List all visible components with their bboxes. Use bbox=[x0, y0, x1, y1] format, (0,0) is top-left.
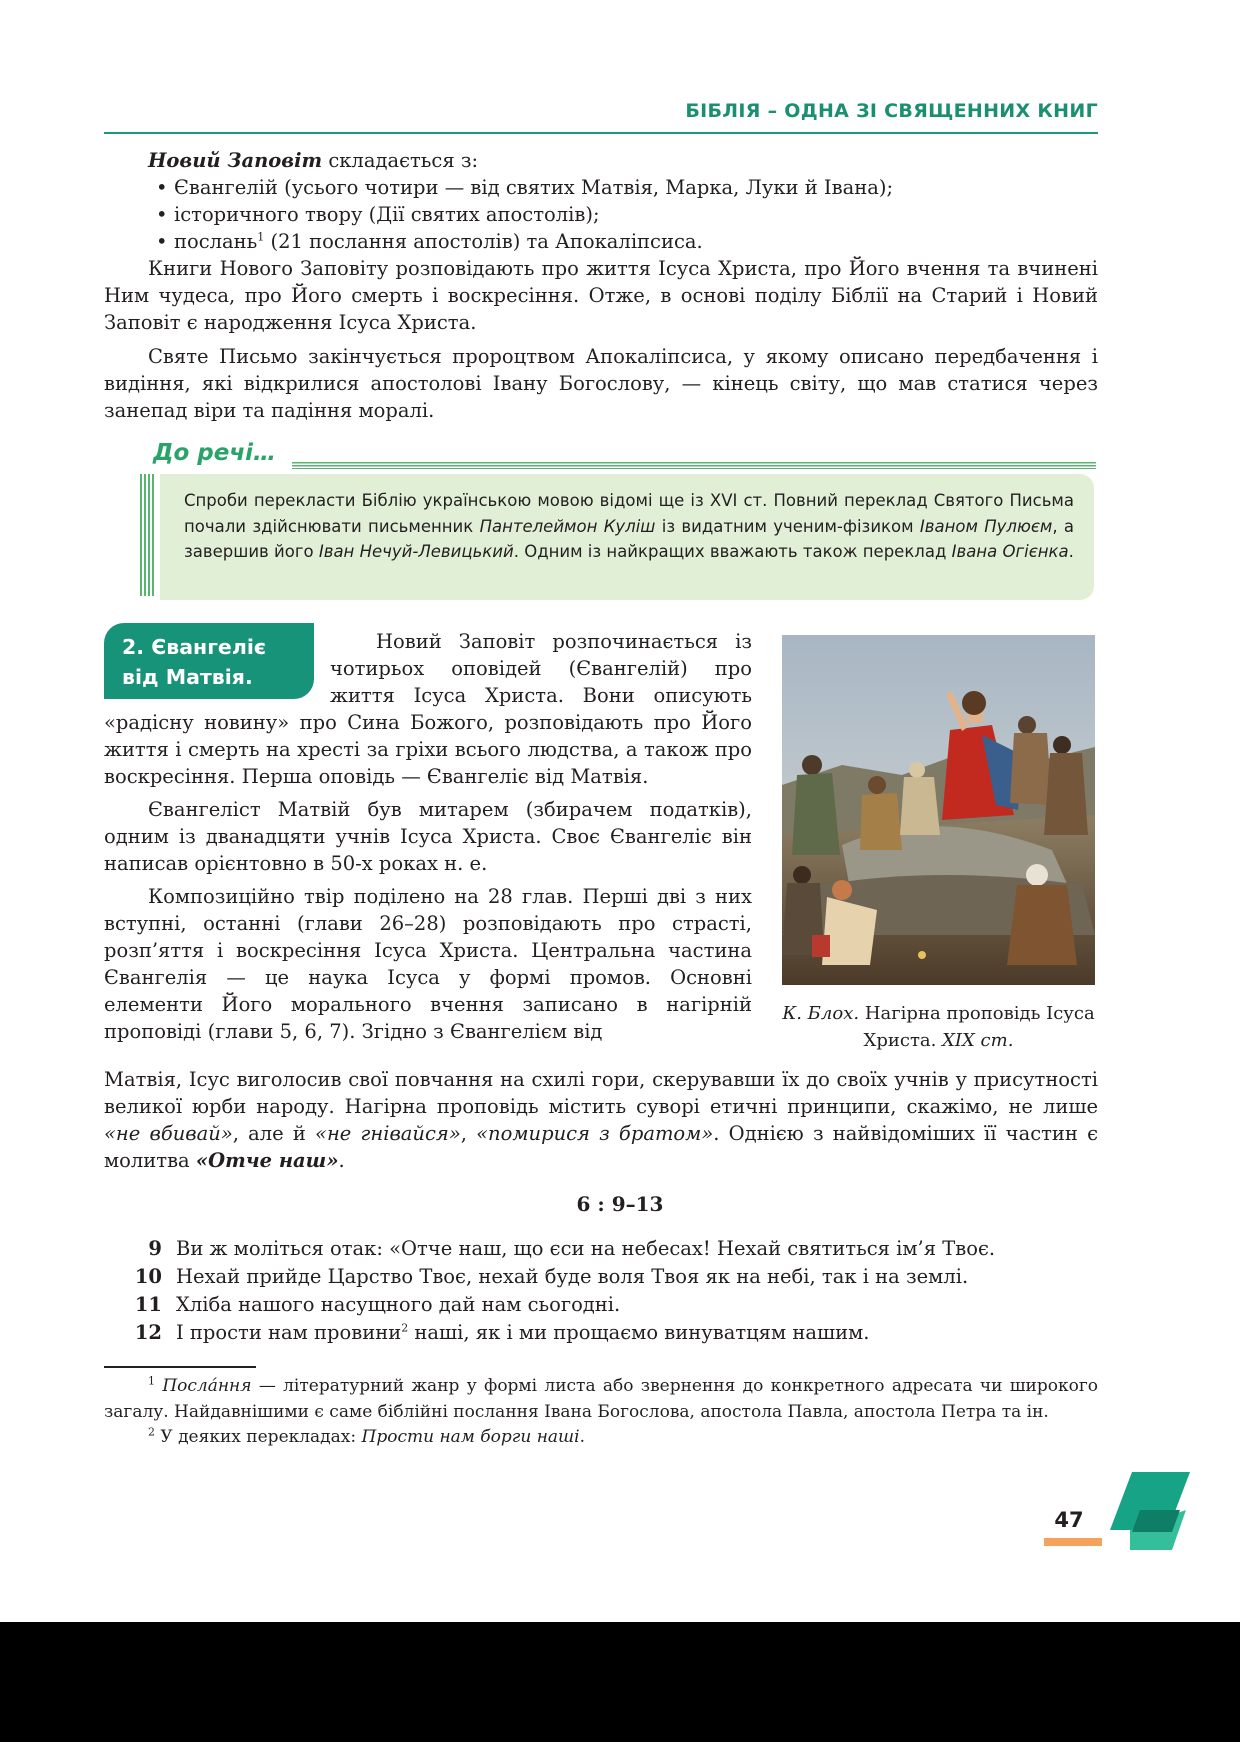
note-text: Спроби перекласти Біблію українською мовою відомі ще із XVI ст. Повний переклад Святого Письма почали здійснювати письменник Пантелеймон Куліш із видатним ученим-фізиком Іваном Пулюєм, а завершив його Іван Нечуй-Левицький. Одним із найкращих вважають також переклад Івана Огієнка. bbox=[184, 491, 1075, 561]
section-body-full: Матвія, Ісус виголосив свої повчання на схилі гори, скерувавши їх до своїх учнів у присутності великої юрби народу. Нагірна проповідь містить суворі етичні принципи, скажімо, не лише «не вбивай», але й «не гнівайся», «помирися з братом». Однією з найвідоміших її частин є молитва «Отче наш». bbox=[104, 1068, 1098, 1172]
verse-row: 12 І прости нам провини$^2$ наші, як і ми прощаємо винуватцям нашим. bbox=[134, 1321, 870, 1344]
verse-row: 10 Нехай прийде Царство Твоє, нехай буде воля Твоя як на небі, так і на землі. bbox=[134, 1265, 969, 1288]
paragraph: Євангеліст Матвій був митарем (збирачем податків), одним із дванадцяти учнів Ісуса Христа. Своє Євангеліє він написав орієнтовно в 50-х роках н. е. bbox=[104, 798, 752, 875]
footnote: $^1$ Посла́ння — літературний жанр у формі листа або звернення до конкретного адресата чи широкого загалу. Найдавнішими є саме біблійні послання Івана Богослова, апостола Павла, апостола Петра та ін. bbox=[104, 1374, 1098, 1422]
caption-century: XIX ст. bbox=[936, 1030, 1014, 1051]
verse-row: 9 Ви ж моліться отак: «Отче наш, що єси на небесах! Нехай святиться ім’я Твоє. bbox=[148, 1237, 996, 1260]
list-item: • послань$^1$ (21 послання апостолів) та Апокаліпсиса. bbox=[156, 230, 703, 253]
note-name: Іван Нечуй-Левицький bbox=[318, 542, 514, 561]
sermon-on-the-mount-painting bbox=[782, 635, 1095, 985]
section-first-lines: Новий Заповіт розпочинається із чотирьох оповідей (Євангелій) про життя Ісуса Христа. Вони описують bbox=[330, 630, 752, 707]
paragraph: Композиційно твір поділено на 28 глав. Перші дві з них вступні, останні (глави 26–28) розповідають про страсті, розп’яття і воскресіння Ісуса Христа. Центральна частина Євангелія — це наука Ісуса у формі промов. Основні елементи Його морального вчення записано в нагірній проповіді (глави 5, 6, 7). Згідно з Євангелієм від bbox=[104, 885, 752, 1043]
header-title: БІБЛІЯ – ОДНА ЗІ СВЯЩЕННИХ КНИГ bbox=[685, 100, 1098, 122]
paragraph: Книги Нового Заповіту розповідають про життя Ісуса Христа, про Його вчення та вчинені Ним чудеса, про Його смерть і воскресіння. Отже, в основі поділу Біблії на Старий і Новий Заповіт є народження Ісуса Христа. bbox=[104, 257, 1098, 334]
note-name: Івана Огієнка bbox=[951, 542, 1069, 561]
list-item: • Євангелій (усього чотири — від святих Матвія, Марка, Луки й Івана); bbox=[156, 176, 894, 199]
caption-author: К. Блох. bbox=[782, 1003, 860, 1024]
intro-block bbox=[104, 147, 1098, 424]
list-item: • історичного твору (Дії святих апостолів); bbox=[156, 203, 600, 226]
footnote: $^2$ У деяких перекладах: Прости нам борги наші. bbox=[148, 1425, 585, 1447]
section-body bbox=[104, 709, 752, 1045]
intro-lead-rest: складається з: bbox=[322, 149, 479, 172]
quote: «не гнівайся» bbox=[315, 1122, 461, 1145]
footnote-divider bbox=[104, 1366, 256, 1368]
footnotes bbox=[104, 1374, 1098, 1451]
bottom-black-band bbox=[0, 1622, 1240, 1742]
paragraph: «радісну новину» про Сина Божого, розповідають про Його життя і смерть на хресті за гріхи всього людства, а також про воскресіння. Перша оповідь — Євангеліє від Матвія. bbox=[104, 711, 752, 788]
note-side-bars bbox=[140, 474, 154, 596]
page-number: 47 bbox=[1054, 1508, 1084, 1532]
note-header bbox=[150, 440, 1096, 474]
quote: «Отче наш» bbox=[195, 1149, 339, 1172]
footnote-ref: 1 bbox=[257, 230, 265, 244]
running-header bbox=[104, 98, 1098, 134]
verse-row: 11 Хліба нашого насущного дай нам сьогодні. bbox=[134, 1293, 621, 1316]
section-heading: 2. Євангеліє від Матвія. bbox=[104, 623, 314, 699]
verse-reference: 6 : 9–13 bbox=[576, 1192, 664, 1216]
note-box bbox=[160, 474, 1094, 600]
note-name: Іваном Пулюєм bbox=[919, 516, 1053, 536]
quote: «помирися з братом» bbox=[476, 1122, 714, 1145]
figure-caption bbox=[782, 1000, 1095, 1054]
note-name: Пантелеймон Куліш bbox=[479, 516, 656, 536]
note-divider bbox=[292, 462, 1096, 469]
caption-title: Нагірна проповідь Ісуса Христа. bbox=[859, 1003, 1095, 1051]
verse-list bbox=[120, 1235, 1100, 1347]
page-number-underline bbox=[1044, 1538, 1102, 1546]
intro-bullet-list bbox=[104, 174, 1098, 255]
quote: «не вбивай» bbox=[104, 1122, 233, 1145]
corner-decoration bbox=[1110, 1470, 1190, 1558]
paragraph: Святе Письмо закінчується пророцтвом Апокаліпсиса, у якому описано передбачення і видіння, які відкрилися апостолові Івану Богослову, — кінець світу, що мав статися через занепад віри та падіння моралі. bbox=[104, 345, 1098, 422]
intro-lead: Новий Заповіт bbox=[148, 149, 323, 172]
footnote-ref: 2 bbox=[401, 1321, 409, 1335]
note-title: До речі… bbox=[153, 440, 277, 466]
